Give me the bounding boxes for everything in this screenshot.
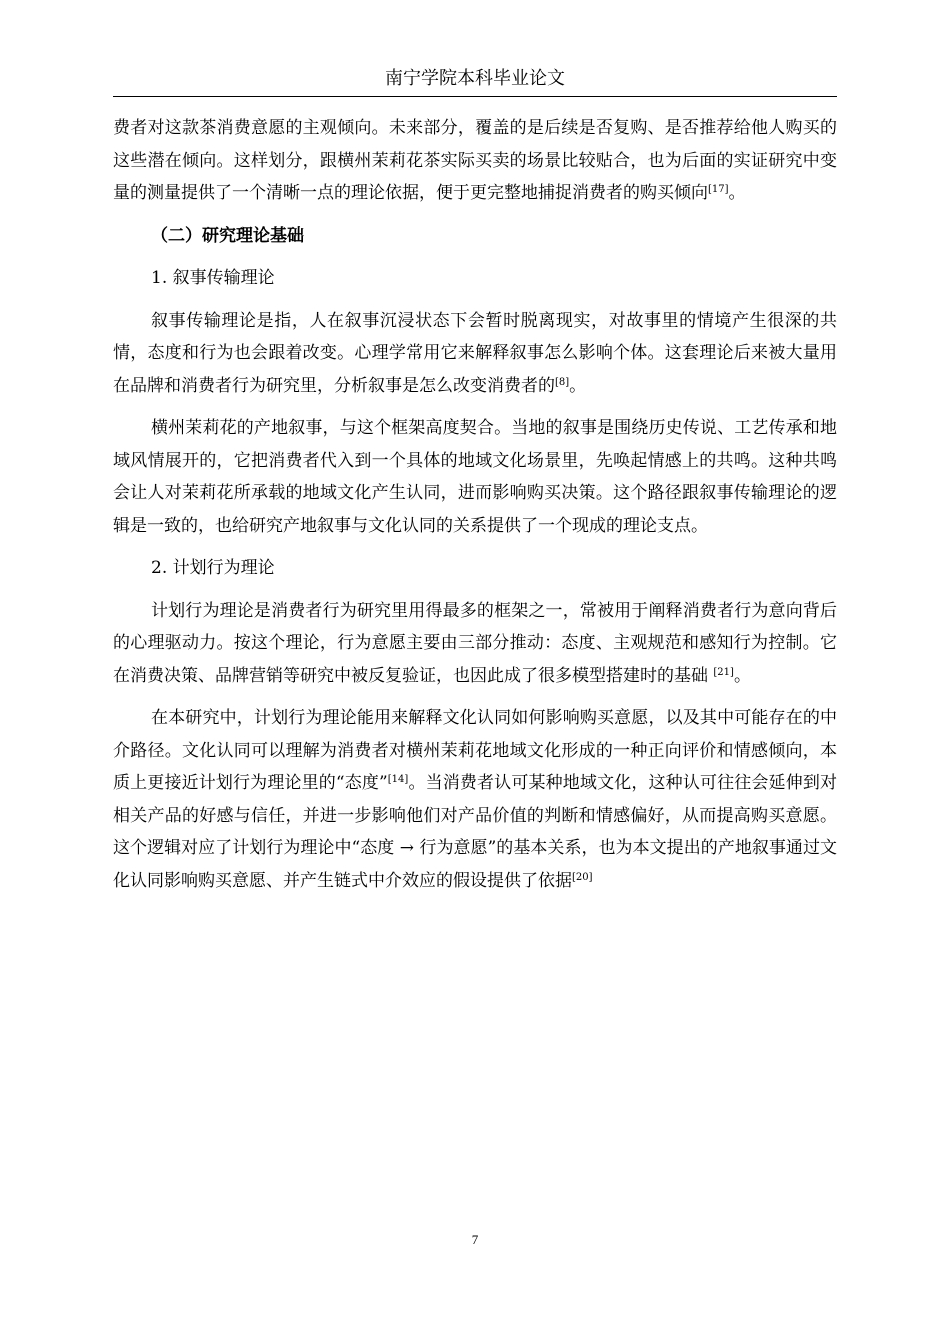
- paragraph-text: 费者对这款茶消费意愿的主观倾向。未来部分，覆盖的是后续是否复购、是否推荐给他人购买的这些潜在倾向。这样划分，跟横州茉莉花茶实际买卖的场景比较贴合，也为后面的实证研究中变量的测量提供了一个清晰一点的理论依据，便于更完整地捕捉消费者的购买倾向: [113, 118, 837, 203]
- document-body: [113, 112, 837, 907]
- paragraph-application: [113, 702, 837, 897]
- subsection-heading-narrative: 1. 叙事传输理论: [151, 268, 275, 288]
- subsection-heading-planned-behavior: 2. 计划行为理论: [151, 558, 275, 578]
- citation-ref: [14]: [387, 774, 409, 785]
- paragraph-tail: 。: [569, 375, 587, 396]
- page-number: 7: [471, 1232, 479, 1247]
- paragraph-tail: 。: [733, 665, 751, 686]
- paragraph-text: 叙事传输理论是指，人在叙事沉浸状态下会暂时脱离现实，对故事里的情境产生很深的共情，态度和行为也会跟着改变。心理学常用它来解释叙事怎么影响个体。这套理论后来被大量用在品牌和消费者行为研究里，分析叙事是怎么改变消费者的: [113, 310, 837, 396]
- page-header: [113, 64, 837, 97]
- citation-ref: [17]: [708, 184, 729, 195]
- paragraph-text: 。当消费者认可某种地域文化，这种认可往往会延伸到对相关产品的好感与信任，并进一步影响他们对产品价值的判断和情感偏好，从而提高购买意愿。这个逻辑对应了计划行为理论中“态度 → 行为意愿”的基本关系，也为本文提出的产地叙事通过文化认同影响购买意愿、并产生链式中介效应的假设提供了依据: [113, 773, 838, 891]
- paragraph-text: 计划行为理论是消费者行为研究里用得最多的框架之一，常被用于阐释消费者行为意向背后的心理驱动力。按这个理论，行为意愿主要由三部分推动：态度、主观规范和感知行为控制。它在消费决策、品牌营销等研究中被反复验证，也因此成了很多模型搭建时的基础: [113, 600, 837, 686]
- paragraph-text: 在本研究中，计划行为理论能用来解释文化认同如何影响购买意愿，以及其中可能存在的中介路径。文化认同可以理解为消费者对横州茉莉花地域文化形成的一种正向评价和情感倾向，本质上更接近计划行为理论里的“态度”: [113, 708, 837, 793]
- page-footer: [0, 1232, 950, 1248]
- paragraph-narrative-theory: [113, 305, 837, 403]
- citation-ref: [20]: [572, 871, 593, 883]
- paragraph-text: 横州茉莉花的产地叙事，与这个框架高度契合。当地的叙事是围绕历史传说、工艺传承和地域风情展开的，它把消费者代入到一个具体的地域文化场景里，先唤起情感上的共鸣。这种共鸣会让人对茉莉花所承载的地域文化产生认同，进而影响购买决策。这个路径跟叙事传输理论的逻辑是一致的，也给研究产地叙事与文化认同的关系提供了一个现成的理论支点。: [113, 418, 837, 536]
- paragraph-origin-narrative: [113, 412, 837, 542]
- section-heading: （二）研究理论基础: [151, 225, 304, 246]
- paragraph-planned-behavior: [113, 595, 837, 693]
- header-title: 南宁学院本科毕业论文: [385, 68, 565, 89]
- paragraph-tail: 。: [728, 183, 746, 203]
- paragraph-continuation: [113, 112, 837, 210]
- citation-ref: [8]: [555, 376, 570, 388]
- citation-ref: [21]: [713, 666, 734, 678]
